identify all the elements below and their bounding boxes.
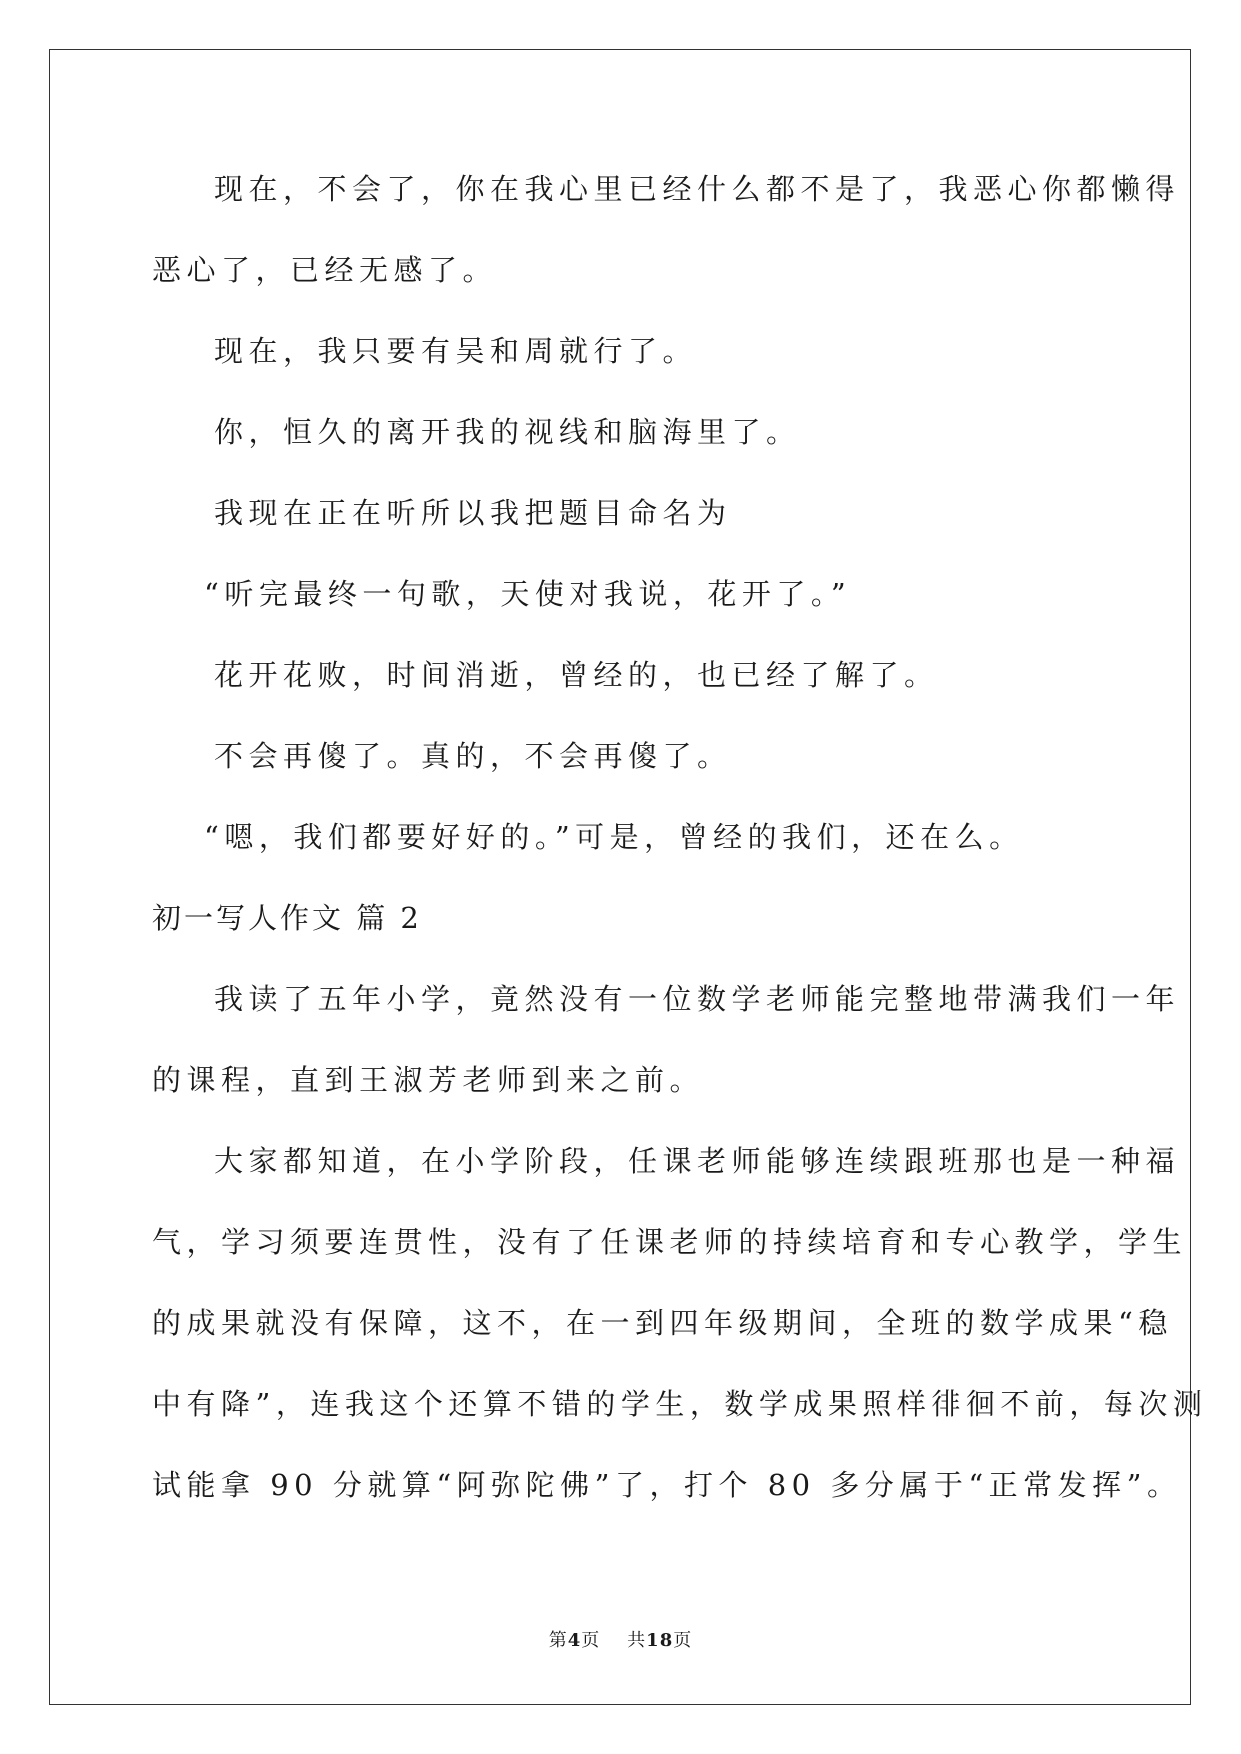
page-label-mid: 页 共 [581,1630,647,1651]
paragraph-line: 现在，不会了，你在我心里已经什么都不是了，我恶心你都懒得 [214,172,1181,206]
total-pages-number: 18 [646,1630,674,1651]
paragraph-line: 大家都知道，在小学阶段，任课老师能够连续跟班那也是一种福 [214,1144,1181,1178]
paragraph-line: 花开花败，时间消逝，曾经的，也已经了解了。 [214,658,939,692]
page-label-suffix: 页 [673,1630,693,1651]
section-heading: 初一写人作文 篇 2 [152,901,422,935]
page-footer [0,1629,1241,1653]
page-label-prefix: 第 [548,1630,568,1651]
current-page-number: 4 [567,1630,582,1651]
paragraph-line: 的课程，直到王淑芳老师到来之前。 [152,1063,705,1097]
paragraph-line: 我现在正在听所以我把题目命名为 [214,496,732,530]
paragraph-line: “听完最终一句歌，天使对我说，花开了。” [204,577,852,611]
paragraph-line: 现在，我只要有吴和周就行了。 [214,334,698,368]
paragraph-line: 你，恒久的离开我的视线和脑海里了。 [214,415,801,449]
paragraph-line: 中有降”，连我这个还算不错的学生，数学成果照样徘徊不前，每次测 [152,1387,1208,1421]
paragraph-line: 我读了五年小学，竟然没有一位数学老师能完整地带满我们一年 [214,982,1181,1016]
paragraph-line: 不会再傻了。真的，不会再傻了。 [214,739,732,773]
paragraph-line: 试能拿 90 分就算“阿弥陀佛”了，打个 80 多分属于“正常发挥”。 [152,1468,1182,1502]
paragraph-line: 恶心了，已经无感了。 [152,253,498,287]
paragraph-line: 的成果就没有保障，这不，在一到四年级期间，全班的数学成果“稳 [152,1306,1173,1340]
paragraph-line: 气，学习须要连贯性，没有了任课老师的持续培育和专心教学，学生 [152,1225,1188,1259]
page-border [49,49,1191,1705]
paragraph-line: “嗯，我们都要好好的。”可是，曾经的我们，还在么。 [204,820,1024,854]
